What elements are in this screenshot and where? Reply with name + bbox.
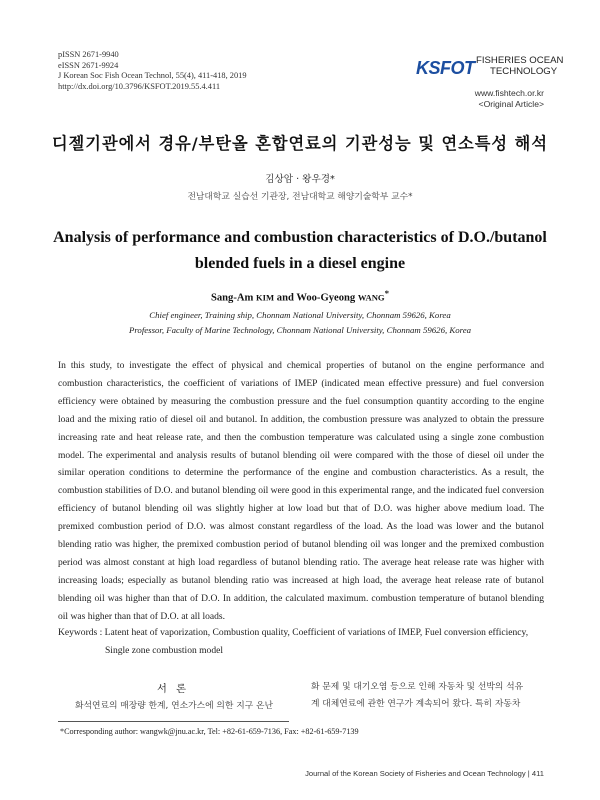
author1-family: KIM — [256, 292, 275, 303]
author2-family: WANG — [357, 292, 385, 303]
journal-meta — [58, 50, 247, 92]
site-info — [475, 88, 544, 110]
corresponding-mark: * — [384, 288, 390, 298]
english-authors — [0, 288, 600, 304]
logo-line2: TECHNOLOGY — [490, 65, 558, 77]
section-heading-introduction: 서 론 — [157, 684, 189, 695]
affiliation-1: Chief engineer, Training ship, Chonnam National University, Chonnam 59626, Korea — [149, 310, 451, 320]
doi-link[interactable]: http://dx.doi.org/10.3796/KSFOT.2019.55.4.411 — [58, 81, 221, 91]
english-title-line1: Analysis of performance and combustion characteristics of D.O./butanol — [53, 229, 547, 246]
article-type: <Original Article> — [478, 99, 544, 109]
intro-right-column — [311, 679, 546, 713]
keywords-line1: Latent heat of vaporization, Combustion quality, Coefficient of variations of IMEP, Fuel conversion efficiency, — [104, 627, 529, 638]
korean-authors: 김상암 · 왕우경* — [265, 174, 335, 185]
corresponding-author-footnote: *Corresponding author: wangwk@jnu.ac.kr, Tel: +82-61-659-7136, Fax: +82-61-659-7139 — [60, 727, 359, 736]
affiliation-2: Professor, Faculty of Marine Technology, Chonnam National University, Chonnam 59626, Korea — [128, 325, 472, 335]
logo-wordmark — [476, 56, 563, 77]
english-title-line2: blended fuels in a diesel engine — [194, 255, 406, 272]
keywords — [58, 624, 544, 659]
english-title — [40, 225, 560, 277]
intro-left-column: 화석연료의 매장량 한계, 연소가스에 의한 지구 온난 — [74, 701, 274, 711]
journal-footer: Journal of the Korean Society of Fisheries and Ocean Technology | 411 — [305, 769, 544, 778]
korean-affiliation: 전남대학교 실습선 기관장, 전남대학교 해양기술학부 교수* — [187, 192, 413, 202]
eissn: eISSN 2671-9924 — [58, 60, 119, 70]
abstract: In this study, to investigate the effect of physical and chemical properties of butanol on the engine performance and combustion characteristics, the coefficient of variations of IMEP (indicated mean effective pressure) and fuel conversion efficiency were obtained by measuring the combustion pressure and the fuel consumption quantity according to the engine load and the mixing ratio of diesel oil and butanol. In addition, the combustion pressure was analyzed to obtain the pressure increasing rate and heat release rate, and then the combustion temperature was calculated using a single zone combustion model. The experimental and analysis results of butanol blending oil were compared with the those of diesel oil under the similar operation conditions to determine the performance of the engine and combustion characteristics. As a result, the combustion stabilities of D.O. and butanol blending oil were good in this experimental range, and the indicated fuel conversion efficiency of butanol blending oil was slightly higher at low load but that of D.O. was higher above medium load. The premixed combustion period of D.O. was almost constant regardless of the load. As the load was lower and the butanol blending ratio was higher, the premixed combustion period of butanol blending oil was longer and the premixed combustion period was almost constant at high load regardless of butanol blending ratio. The average heat release rate was higher with increasing loads; especially as butanol blending ratio was increased at high load, the average heat release rate of butanol blending oil was higher than that of D.O. In addition, the calculated maximum. combustion temperature of butanol blending oil was higher than that of D.O. at all loads. — [58, 360, 544, 622]
footnote-divider — [58, 721, 289, 722]
citation: J Korean Soc Fish Ocean Technol, 55(4), 411-418, 2019 — [58, 71, 247, 81]
author-conjunction: and — [274, 292, 297, 304]
author2-given: Woo-Gyeong — [296, 292, 358, 304]
keywords-line2: Single zone combustion model — [105, 644, 223, 656]
journal-logo — [416, 52, 564, 82]
korean-title: 디젤기관에서 경유/부탄올 혼합연료의 기관성능 및 연소특성 해석 — [52, 134, 548, 153]
keywords-label: Keywords : — [58, 627, 105, 638]
intro-right-line2: 계 대체연료에 관한 연구가 계속되어 왔다. 특히 자동차 — [311, 699, 521, 710]
author1-given: Sang-Am — [210, 292, 256, 304]
site-url[interactable]: www.fishtech.or.kr — [474, 88, 544, 98]
intro-right-line1: 화 문제 및 대기오염 등으로 인해 자동차 및 선박의 석유 — [311, 682, 524, 692]
pissn: pISSN 2671-9940 — [58, 50, 119, 59]
logo-mark: KSFOT — [416, 58, 475, 78]
logo-line1: FISHERIES OCEAN — [476, 55, 564, 66]
english-affiliations — [0, 308, 600, 338]
